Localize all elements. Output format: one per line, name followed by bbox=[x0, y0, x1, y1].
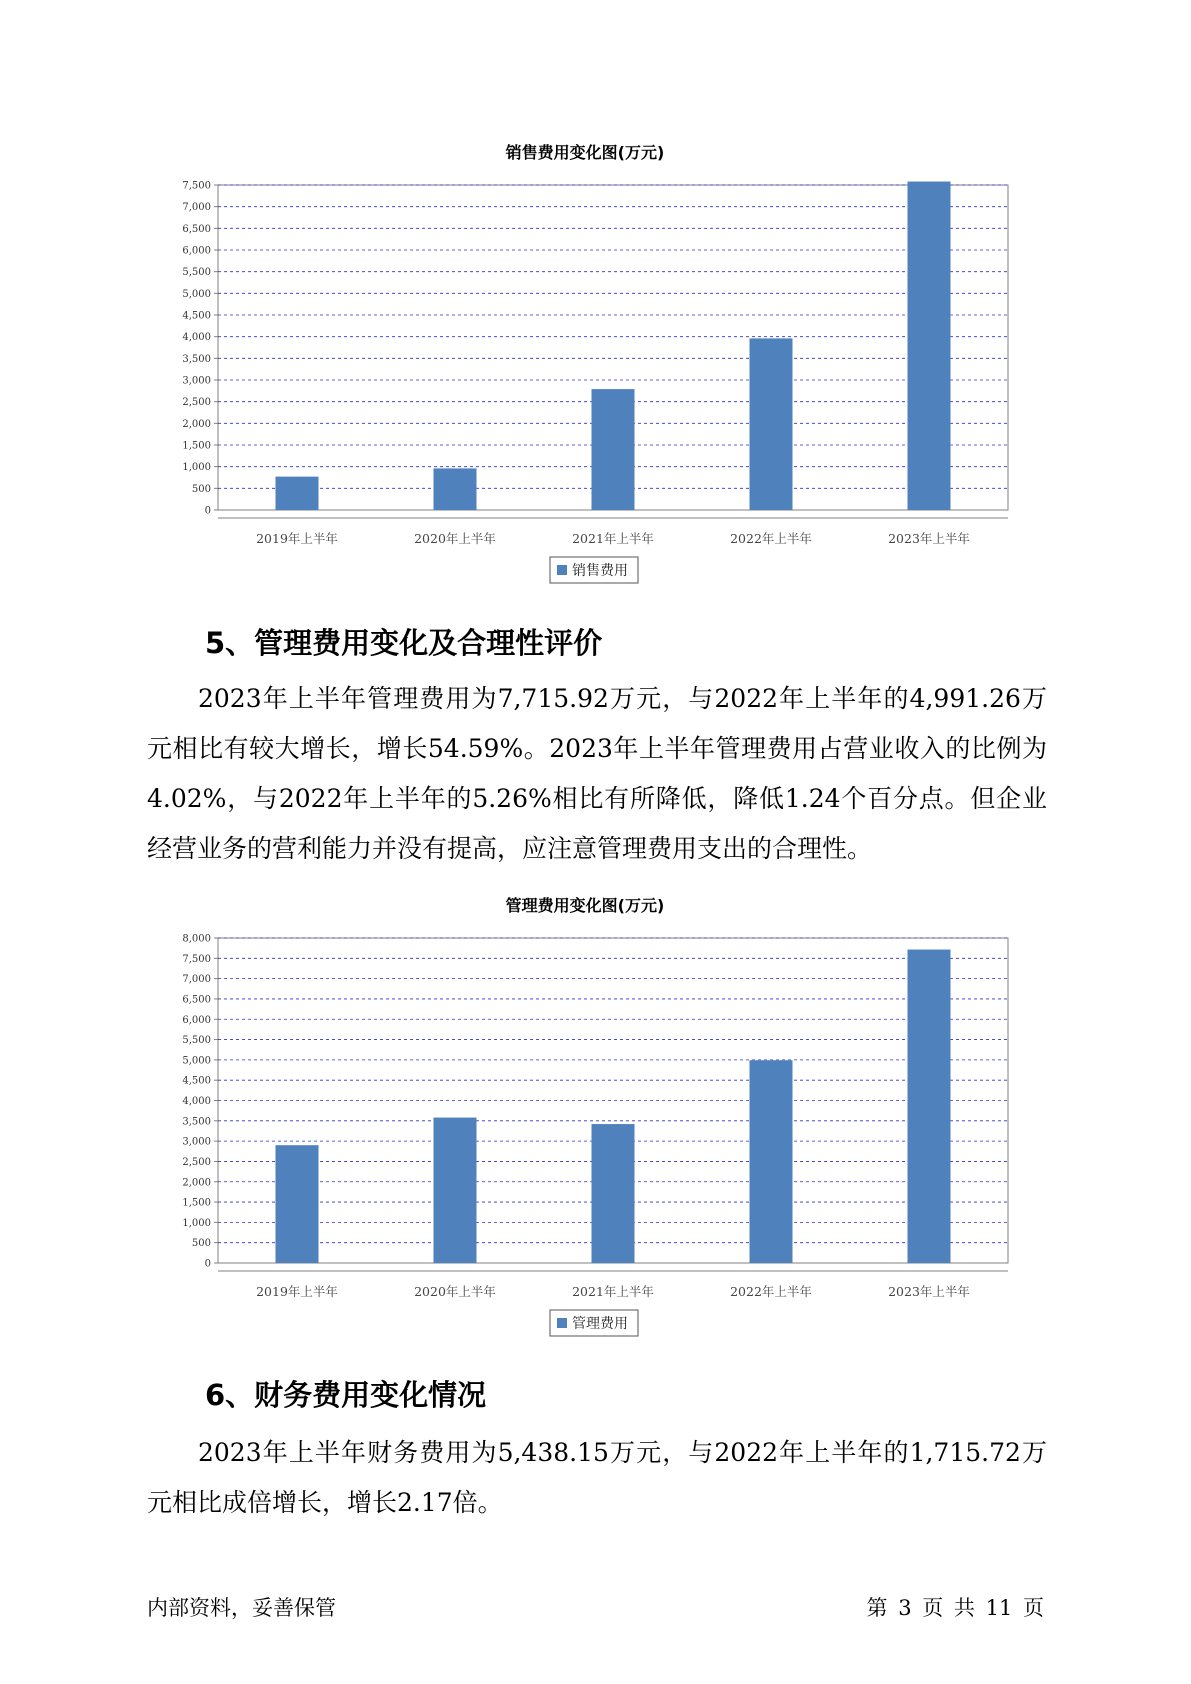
y-tick-label: 5,500 bbox=[182, 1035, 211, 1047]
legend-swatch bbox=[557, 1318, 567, 1328]
legend-label: 销售费用 bbox=[572, 563, 628, 579]
y-tick-label: 3,000 bbox=[182, 1136, 211, 1148]
y-tick-label: 1,500 bbox=[182, 1197, 211, 1209]
y-tick-label: 3,500 bbox=[182, 353, 211, 365]
y-tick-label: 4,500 bbox=[182, 310, 211, 322]
bar bbox=[434, 1118, 477, 1263]
y-tick-label: 2,500 bbox=[182, 397, 211, 409]
bar bbox=[592, 389, 635, 510]
section-6-paragraph: 2023年上半年财务费用为5,438.15万元，与2022年上半年的1,715.72万元相比成倍增长，增长2.17倍。 bbox=[147, 1438, 1047, 1517]
y-tick-label: 500 bbox=[191, 483, 211, 495]
chart-title: 销售费用变化图(万元) bbox=[505, 143, 665, 162]
bar bbox=[592, 1124, 635, 1263]
y-tick-label: 5,000 bbox=[182, 1055, 211, 1067]
y-tick-label: 2,500 bbox=[182, 1156, 211, 1168]
y-tick-label: 0 bbox=[204, 1258, 211, 1270]
y-tick-label: 4,500 bbox=[182, 1075, 211, 1087]
x-tick-label: 2022年上半年 bbox=[730, 531, 812, 546]
chart-title: 管理费用变化图(万元) bbox=[505, 896, 665, 915]
y-tick-label: 2,000 bbox=[182, 1177, 211, 1189]
x-tick-label: 2019年上半年 bbox=[256, 1284, 338, 1299]
footer-confidential-note: 内部资料，妥善保管 bbox=[147, 1596, 336, 1620]
y-tick-label: 6,000 bbox=[182, 245, 211, 257]
y-tick-label: 6,500 bbox=[182, 994, 211, 1006]
admin-expense-chart-svg bbox=[150, 891, 1020, 1341]
x-tick-label: 2021年上半年 bbox=[572, 1284, 654, 1299]
y-tick-label: 5,000 bbox=[182, 288, 211, 300]
y-tick-label: 0 bbox=[204, 505, 211, 517]
admin-expense-chart bbox=[150, 891, 1020, 1341]
section-heading-6: 6、财务费用变化情况 bbox=[205, 1378, 487, 1412]
sales-expense-chart-svg bbox=[150, 138, 1020, 588]
y-tick-label: 7,500 bbox=[182, 953, 211, 965]
section-heading-5: 5、管理费用变化及合理性评价 bbox=[205, 626, 603, 660]
bar bbox=[434, 468, 477, 510]
y-tick-label: 3,500 bbox=[182, 1116, 211, 1128]
bar bbox=[908, 950, 951, 1263]
y-tick-label: 7,500 bbox=[182, 180, 211, 192]
x-tick-label: 2019年上半年 bbox=[256, 531, 338, 546]
bar bbox=[750, 1060, 793, 1263]
x-tick-label: 2020年上半年 bbox=[414, 1284, 496, 1299]
legend-swatch bbox=[557, 565, 567, 575]
footer-page-number: 第 3 页 共 11 页 bbox=[866, 1596, 1044, 1620]
y-tick-label: 4,000 bbox=[182, 332, 211, 344]
bar bbox=[750, 338, 793, 510]
y-tick-label: 500 bbox=[191, 1238, 211, 1250]
bar bbox=[908, 182, 951, 510]
y-tick-label: 5,500 bbox=[182, 267, 211, 279]
x-tick-label: 2021年上半年 bbox=[572, 531, 654, 546]
y-tick-label: 1,000 bbox=[182, 1217, 211, 1229]
y-tick-label: 2,000 bbox=[182, 418, 211, 430]
bar bbox=[276, 1145, 319, 1263]
x-tick-label: 2020年上半年 bbox=[414, 531, 496, 546]
y-tick-label: 7,000 bbox=[182, 974, 211, 986]
y-tick-label: 1,500 bbox=[182, 440, 211, 452]
legend bbox=[550, 557, 638, 583]
y-tick-label: 4,000 bbox=[182, 1096, 211, 1107]
y-tick-label: 1,000 bbox=[182, 462, 211, 474]
y-tick-label: 6,500 bbox=[182, 223, 211, 235]
x-tick-label: 2022年上半年 bbox=[730, 1284, 812, 1299]
x-tick-label: 2023年上半年 bbox=[888, 531, 970, 546]
legend-label: 管理费用 bbox=[572, 1316, 628, 1332]
section-5-paragraph: 2023年上半年管理费用为7,715.92万元，与2022年上半年的4,991.26万元相比有较大增长，增长54.59%。2023年上半年管理费用占营业收入的比例为4.02%，与2022年上半年的5.26%相比有所降低，降低1.24个百分点。但企业经营业务的营利能力并没有提高，应注意管理费用支出的合理性。 bbox=[147, 684, 1047, 863]
y-tick-label: 8,000 bbox=[182, 933, 211, 945]
bar bbox=[276, 477, 319, 510]
y-tick-label: 7,000 bbox=[182, 202, 211, 214]
y-tick-label: 3,000 bbox=[182, 375, 211, 387]
x-tick-label: 2023年上半年 bbox=[888, 1284, 970, 1299]
legend bbox=[550, 1310, 638, 1336]
sales-expense-chart bbox=[150, 138, 1020, 588]
y-tick-label: 6,000 bbox=[182, 1014, 211, 1026]
